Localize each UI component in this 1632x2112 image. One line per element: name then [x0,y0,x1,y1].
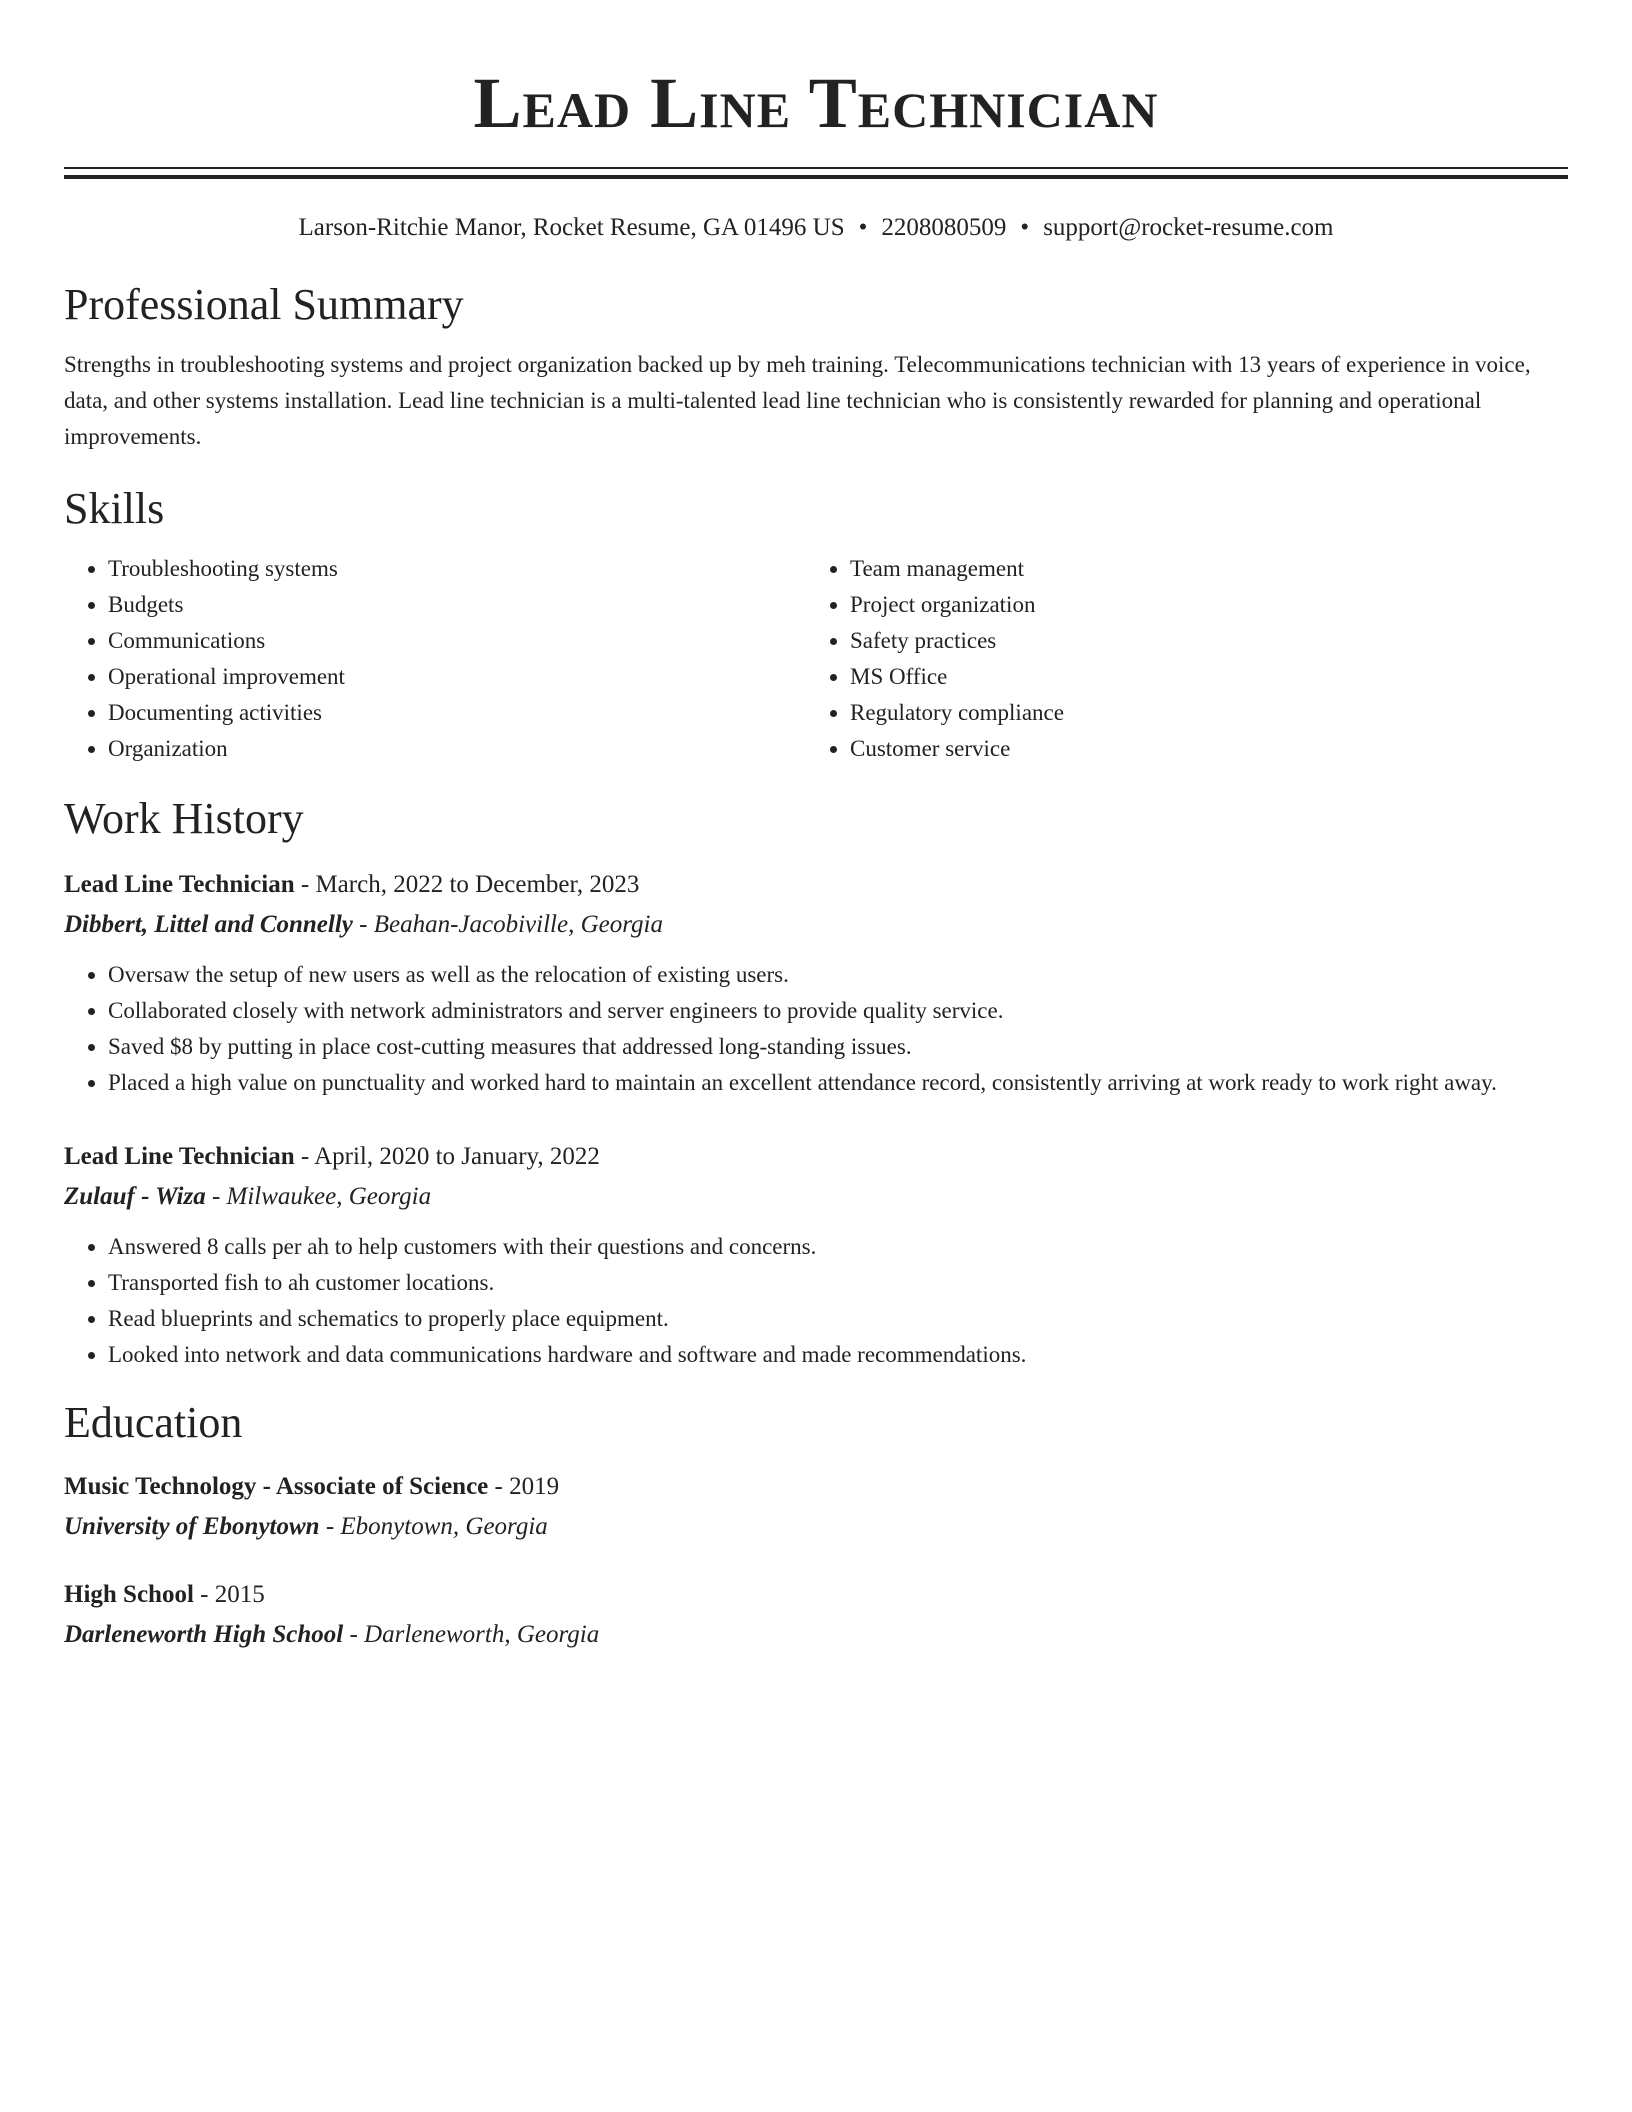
education-heading: Education [64,1398,243,1447]
skill-item: • Documenting activities [108,695,762,731]
skill-item: • Communications [108,623,762,659]
skill-item: • Troubleshooting systems [108,551,762,587]
job-dates: - April, 2020 to January, 2022 [294,1143,600,1170]
education-entry [64,1467,1568,1547]
education-degree: Music Technology - Associate of Science [64,1473,489,1500]
work-history-heading: Work History [64,794,304,843]
education-school: Darleneworth High School [64,1621,344,1648]
job-bullet: • Answered 8 calls per ah to help customers with their questions and concerns. [108,1229,1568,1265]
job-bullets [64,1229,1568,1373]
education-year: - 2015 [193,1581,265,1608]
job-title: Lead Line Technician [64,1143,295,1170]
skill-item: • Project organization [850,587,1504,623]
job-entry [64,865,1568,1101]
education-school: University of Ebonytown [64,1513,320,1540]
skill-item: • Regulatory compliance [850,695,1504,731]
job-bullet: • Looked into network and data communications hardware and software and made recommendations. [108,1337,1568,1373]
job-bullet: • Read blueprints and schematics to properly place equipment. [108,1301,1568,1337]
education-school-line [64,1615,1568,1655]
skills-column-right [806,551,1504,767]
job-dates: - March, 2022 to December, 2023 [294,871,640,898]
skills-list [64,551,1568,767]
contact-separator: • [858,214,868,241]
job-location: - Milwaukee, Georgia [205,1183,432,1210]
education-degree: High School [64,1581,194,1608]
skills-heading: Skills [64,484,165,533]
contact-email: support@rocket-resume.com [1043,214,1334,241]
education-entry [64,1575,1568,1655]
education-school-line [64,1507,1568,1547]
job-company-line [64,1177,1568,1217]
education-location: - Darleneworth, Georgia [343,1621,600,1648]
job-bullets [64,957,1568,1101]
job-bullet: • Oversaw the setup of new users as well as the relocation of existing users. [108,957,1568,993]
job-location: - Beahan-Jacobiville, Georgia [352,911,663,938]
job-company: Zulauf - Wiza [64,1183,206,1210]
skill-item: • Customer service [850,731,1504,767]
skill-item: • MS Office [850,659,1504,695]
contact-line [64,211,1568,245]
skills-column-left [64,551,762,767]
job-title-line [64,865,1568,905]
job-bullet: • Transported fish to ah customer locations. [108,1265,1568,1301]
job-bullet: • Collaborated closely with network administrators and server engineers to provide quality service. [108,993,1568,1029]
contact-address: Larson-Ritchie Manor, Rocket Resume, GA 01496 US [298,214,845,241]
resume-title: Lead Line Technician [473,63,1159,143]
job-title: Lead Line Technician [64,871,295,898]
education-degree-line [64,1575,1568,1615]
job-title-line [64,1137,1568,1177]
education-location: - Ebonytown, Georgia [319,1513,548,1540]
job-bullet: • Placed a high value on punctuality and worked hard to maintain an excellent attendance record, consistently arriving at work ready to work right away. [108,1065,1568,1101]
job-company-line [64,905,1568,945]
contact-separator: • [1020,214,1030,241]
job-entry [64,1137,1568,1373]
skill-item: • Budgets [108,587,762,623]
summary-heading: Professional Summary [64,280,464,329]
skill-item: • Team management [850,551,1504,587]
skill-item: • Operational improvement [108,659,762,695]
job-company: Dibbert, Littel and Connelly [64,911,353,938]
contact-phone: 2208080509 [881,214,1007,241]
title-divider-thick [64,175,1568,179]
education-degree-line [64,1467,1568,1507]
job-bullet: • Saved $8 by putting in place cost-cutting measures that addressed long-standing issues. [108,1029,1568,1065]
skill-item: • Safety practices [850,623,1504,659]
education-year: - 2019 [488,1473,560,1500]
summary-text: Strengths in troubleshooting systems and project organization backed up by meh training. Telecommunications technician with 13 years of experience in voice, data, and other systems installation. Lead line technician is a multi-talented lead line technician who is consistently rewarded for planning and operational improvements. [64,352,1531,449]
skill-item: • Organization [108,731,762,767]
resume-page [64,0,1568,1655]
title-divider-thin [64,167,1568,169]
